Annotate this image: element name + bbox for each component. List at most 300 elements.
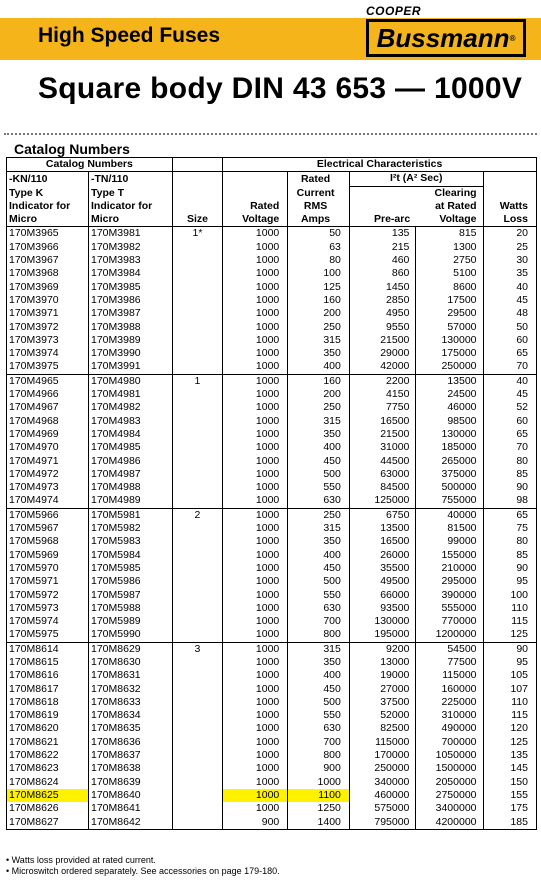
- cell-kn: 170M3971: [7, 307, 89, 320]
- cell-prearc: 4950: [349, 307, 416, 320]
- cell-tn: 170M4980: [89, 374, 173, 388]
- cell-prearc: 250000: [349, 762, 416, 775]
- cell-watts: 25: [483, 241, 536, 254]
- cell-prearc: 16500: [349, 535, 416, 548]
- cell-watts: 85: [483, 549, 536, 562]
- cell-current: 550: [288, 481, 350, 494]
- cell-current: 500: [288, 575, 350, 588]
- cell-kn: 170M4965: [7, 374, 89, 388]
- cell-kn: 170M3974: [7, 347, 89, 360]
- cell-tn: 170M8634: [89, 709, 173, 722]
- cell-current: 450: [288, 562, 350, 575]
- cell-current: 500: [288, 468, 350, 481]
- cell-current: 100: [288, 267, 350, 280]
- cell-clearing: 160000: [416, 683, 483, 696]
- cell-current: 250: [288, 401, 350, 414]
- table-row: [7, 522, 537, 535]
- cell-tn: 170M3991: [89, 360, 173, 374]
- cell-tn: 170M5985: [89, 562, 173, 575]
- col-current-line: Rated: [300, 173, 331, 186]
- cell-clearing: 40000: [416, 508, 483, 522]
- col-current-line: RMS: [303, 199, 328, 212]
- cell-kn: 170M8627: [7, 816, 89, 830]
- cell-tn: 170M4985: [89, 441, 173, 454]
- cell-prearc: 860: [349, 267, 416, 280]
- cell-voltage: 1000: [223, 789, 288, 802]
- cell-clearing: 1500000: [416, 762, 483, 775]
- cell-current: 400: [288, 549, 350, 562]
- cell-watts: 175: [483, 802, 536, 815]
- cell-kn: 170M8621: [7, 736, 89, 749]
- col-header-current: [288, 172, 350, 227]
- cell-size: [172, 549, 222, 562]
- col-header-voltage: [223, 172, 288, 227]
- cell-voltage: 1000: [223, 696, 288, 709]
- cell-watts: 70: [483, 360, 536, 374]
- cell-watts: 70: [483, 441, 536, 454]
- cell-size: [172, 347, 222, 360]
- table-row: [7, 575, 537, 588]
- page-title: Square body DIN 43 653 — 1000V: [38, 72, 523, 105]
- cell-prearc: 35500: [349, 562, 416, 575]
- cell-prearc: 13000: [349, 656, 416, 669]
- cell-size: [172, 401, 222, 414]
- cell-clearing: 500000: [416, 481, 483, 494]
- cell-current: 630: [288, 494, 350, 508]
- table-row: [7, 455, 537, 468]
- cell-kn: 170M4973: [7, 481, 89, 494]
- col-voltage-line: Voltage: [242, 213, 280, 226]
- table-row: [7, 428, 537, 441]
- cell-size: [172, 749, 222, 762]
- cell-clearing: 375000: [416, 468, 483, 481]
- cell-voltage: 1000: [223, 441, 288, 454]
- table-row: [7, 441, 537, 454]
- cell-tn: 170M8642: [89, 816, 173, 830]
- cell-clearing: 815: [416, 227, 483, 241]
- cell-size: [172, 816, 222, 830]
- logo-cooper-text: COOPER: [366, 4, 422, 18]
- cell-tn: 170M8641: [89, 802, 173, 815]
- cell-prearc: 42000: [349, 360, 416, 374]
- cell-kn: 170M4966: [7, 388, 89, 401]
- cell-current: 315: [288, 415, 350, 428]
- table-row: [7, 281, 537, 294]
- cell-current: 50: [288, 227, 350, 241]
- cell-prearc: 340000: [349, 776, 416, 789]
- cell-watts: 125: [483, 736, 536, 749]
- cell-kn: 170M8622: [7, 749, 89, 762]
- cell-prearc: 6750: [349, 508, 416, 522]
- table-row: [7, 241, 537, 254]
- table-row: [7, 709, 537, 722]
- cell-size: [172, 468, 222, 481]
- table-row: [7, 334, 537, 347]
- table-row: [7, 749, 537, 762]
- cell-clearing: 17500: [416, 294, 483, 307]
- cell-prearc: 4150: [349, 388, 416, 401]
- cell-prearc: 52000: [349, 709, 416, 722]
- cell-voltage: 1000: [223, 254, 288, 267]
- cell-prearc: 9550: [349, 321, 416, 334]
- cell-watts: 35: [483, 267, 536, 280]
- cell-watts: 80: [483, 455, 536, 468]
- cell-size: [172, 241, 222, 254]
- cell-prearc: 13500: [349, 522, 416, 535]
- table-row: [7, 307, 537, 320]
- cell-clearing: 2750: [416, 254, 483, 267]
- cell-prearc: 16500: [349, 415, 416, 428]
- cell-voltage: 1000: [223, 642, 288, 656]
- cell-kn: 170M4967: [7, 401, 89, 414]
- cell-size: [172, 254, 222, 267]
- cell-tn: 170M3990: [89, 347, 173, 360]
- col-current-line: Current: [296, 186, 335, 199]
- footnotes: [6, 855, 280, 877]
- cell-kn: 170M4971: [7, 455, 89, 468]
- cell-tn: 170M3986: [89, 294, 173, 307]
- cell-current: 315: [288, 522, 350, 535]
- cell-size: [172, 669, 222, 682]
- cell-watts: 95: [483, 575, 536, 588]
- col-header-prearc: Pre-arc: [374, 213, 411, 226]
- table-row: [7, 347, 537, 360]
- cell-voltage: 1000: [223, 562, 288, 575]
- cell-prearc: 7750: [349, 401, 416, 414]
- cell-tn: 170M5988: [89, 602, 173, 615]
- footnote-microswitch: • Microswitch ordered separately. See accessories on page 179-180.: [6, 866, 280, 876]
- cell-voltage: 1000: [223, 736, 288, 749]
- cell-current: 400: [288, 441, 350, 454]
- col-header-kn: [7, 172, 89, 227]
- cell-tn: 170M8629: [89, 642, 173, 656]
- cell-watts: 185: [483, 816, 536, 830]
- cell-size: [172, 321, 222, 334]
- col-tn-line: -TN/110: [91, 173, 129, 186]
- cell-voltage: 1000: [223, 388, 288, 401]
- cell-kn: 170M5974: [7, 615, 89, 628]
- table-row: [7, 696, 537, 709]
- table-row: [7, 227, 537, 241]
- cell-prearc: 130000: [349, 615, 416, 628]
- cell-size: [172, 589, 222, 602]
- cell-size: [172, 562, 222, 575]
- cell-prearc: 2850: [349, 294, 416, 307]
- col-kn-line: Type K: [9, 186, 44, 199]
- cell-voltage: 1000: [223, 455, 288, 468]
- table-row: [7, 762, 537, 775]
- cell-voltage: 1000: [223, 602, 288, 615]
- cell-size: [172, 789, 222, 802]
- cell-tn: 170M4987: [89, 468, 173, 481]
- cell-kn: 170M3968: [7, 267, 89, 280]
- cell-clearing: 5100: [416, 267, 483, 280]
- cell-voltage: 1000: [223, 281, 288, 294]
- cell-current: 63: [288, 241, 350, 254]
- cell-kn: 170M8616: [7, 669, 89, 682]
- col-header-i2t: [349, 172, 483, 227]
- cell-tn: 170M5983: [89, 535, 173, 548]
- cell-voltage: 1000: [223, 241, 288, 254]
- cell-kn: 170M3973: [7, 334, 89, 347]
- table-row: [7, 656, 537, 669]
- table-row: [7, 789, 537, 802]
- cell-current: 700: [288, 615, 350, 628]
- col-tn-line: Type T: [91, 186, 125, 199]
- cell-tn: 170M3985: [89, 281, 173, 294]
- col-clearing-line: at Rated: [435, 199, 477, 212]
- cell-voltage: 1000: [223, 749, 288, 762]
- table-row: [7, 374, 537, 388]
- cell-prearc: 37500: [349, 696, 416, 709]
- cell-size: [172, 441, 222, 454]
- cell-kn: 170M8624: [7, 776, 89, 789]
- cell-voltage: 1000: [223, 468, 288, 481]
- cell-prearc: 21500: [349, 428, 416, 441]
- cell-clearing: 555000: [416, 602, 483, 615]
- cell-voltage: 1000: [223, 347, 288, 360]
- cell-tn: 170M3984: [89, 267, 173, 280]
- cell-prearc: 575000: [349, 802, 416, 815]
- cell-clearing: 130000: [416, 334, 483, 347]
- cell-prearc: 29000: [349, 347, 416, 360]
- cell-clearing: 700000: [416, 736, 483, 749]
- table-row: [7, 468, 537, 481]
- col-kn-line: -KN/110: [9, 173, 48, 186]
- cell-watts: 95: [483, 656, 536, 669]
- cell-clearing: 24500: [416, 388, 483, 401]
- cell-kn: 170M3967: [7, 254, 89, 267]
- cell-size: [172, 776, 222, 789]
- cell-prearc: 9200: [349, 642, 416, 656]
- table-row: [7, 816, 537, 830]
- cell-prearc: 84500: [349, 481, 416, 494]
- cell-voltage: 1000: [223, 589, 288, 602]
- catalog-title: Catalog Numbers: [14, 141, 130, 157]
- cell-current: 400: [288, 360, 350, 374]
- cell-tn: 170M8637: [89, 749, 173, 762]
- cell-watts: 110: [483, 696, 536, 709]
- cell-clearing: 130000: [416, 428, 483, 441]
- table-row: [7, 254, 537, 267]
- cell-clearing: 46000: [416, 401, 483, 414]
- cell-voltage: 1000: [223, 802, 288, 815]
- cell-voltage: 1000: [223, 415, 288, 428]
- cell-watts: 65: [483, 428, 536, 441]
- cell-voltage: 1000: [223, 656, 288, 669]
- cell-clearing: 13500: [416, 374, 483, 388]
- cell-prearc: 26000: [349, 549, 416, 562]
- table-row: [7, 602, 537, 615]
- cell-clearing: 77500: [416, 656, 483, 669]
- cell-size: [172, 415, 222, 428]
- cell-size: [172, 683, 222, 696]
- cell-voltage: 1000: [223, 334, 288, 347]
- cell-current: 500: [288, 696, 350, 709]
- cell-current: 450: [288, 683, 350, 696]
- cell-tn: 170M8636: [89, 736, 173, 749]
- cell-kn: 170M4970: [7, 441, 89, 454]
- cell-size: [172, 615, 222, 628]
- cell-prearc: 31000: [349, 441, 416, 454]
- cell-kn: 170M4968: [7, 415, 89, 428]
- cell-watts: 150: [483, 776, 536, 789]
- i2t-header: I²t (A² Sec): [350, 172, 483, 186]
- fuse-table: [6, 157, 537, 830]
- cell-clearing: 310000: [416, 709, 483, 722]
- cell-kn: 170M3970: [7, 294, 89, 307]
- cell-watts: 100: [483, 589, 536, 602]
- table-row: [7, 535, 537, 548]
- cell-clearing: 2750000: [416, 789, 483, 802]
- table-row: [7, 736, 537, 749]
- cell-tn: 170M8638: [89, 762, 173, 775]
- cell-voltage: 1000: [223, 628, 288, 642]
- cell-tn: 170M8633: [89, 696, 173, 709]
- cell-size: [172, 575, 222, 588]
- cell-current: 160: [288, 374, 350, 388]
- cell-current: 450: [288, 455, 350, 468]
- cell-voltage: 1000: [223, 481, 288, 494]
- cell-tn: 170M4986: [89, 455, 173, 468]
- cell-prearc: 460: [349, 254, 416, 267]
- table-row: [7, 642, 537, 656]
- cell-voltage: 1000: [223, 360, 288, 374]
- dotted-divider: [4, 133, 537, 135]
- cell-watts: 90: [483, 642, 536, 656]
- col-kn-line: Micro: [9, 213, 38, 226]
- cell-current: 800: [288, 628, 350, 642]
- cell-current: 630: [288, 722, 350, 735]
- cell-tn: 170M5990: [89, 628, 173, 642]
- cell-size: [172, 736, 222, 749]
- cell-voltage: 1000: [223, 535, 288, 548]
- cell-tn: 170M4982: [89, 401, 173, 414]
- cell-prearc: 82500: [349, 722, 416, 735]
- cell-tn: 170M5981: [89, 508, 173, 522]
- cell-clearing: 4200000: [416, 816, 483, 830]
- cell-size: [172, 360, 222, 374]
- cell-clearing: 99000: [416, 535, 483, 548]
- cell-watts: 90: [483, 562, 536, 575]
- cell-kn: 170M3966: [7, 241, 89, 254]
- cell-voltage: 1000: [223, 722, 288, 735]
- cell-watts: 40: [483, 281, 536, 294]
- cell-prearc: 460000: [349, 789, 416, 802]
- cell-current: 550: [288, 709, 350, 722]
- cell-tn: 170M4983: [89, 415, 173, 428]
- cell-voltage: 1000: [223, 428, 288, 441]
- cell-kn: 170M3969: [7, 281, 89, 294]
- cell-tn: 170M4981: [89, 388, 173, 401]
- cell-voltage: 1000: [223, 615, 288, 628]
- cell-clearing: 390000: [416, 589, 483, 602]
- table-row: [7, 722, 537, 735]
- table-row: [7, 294, 537, 307]
- cell-clearing: 250000: [416, 360, 483, 374]
- cell-current: 1400: [288, 816, 350, 830]
- cell-current: 1100: [288, 789, 350, 802]
- col-tn-line: Micro: [91, 213, 120, 226]
- cell-tn: 170M8640: [89, 789, 173, 802]
- cell-voltage: 1000: [223, 401, 288, 414]
- cell-size: [172, 709, 222, 722]
- cell-current: 315: [288, 334, 350, 347]
- cell-voltage: 1000: [223, 494, 288, 508]
- cell-kn: 170M5969: [7, 549, 89, 562]
- col-voltage-line: Rated: [250, 199, 280, 212]
- cell-tn: 170M3987: [89, 307, 173, 320]
- cell-clearing: 2050000: [416, 776, 483, 789]
- cell-watts: 75: [483, 522, 536, 535]
- cell-kn: 170M5968: [7, 535, 89, 548]
- cell-voltage: 1000: [223, 575, 288, 588]
- cell-clearing: 185000: [416, 441, 483, 454]
- cell-tn: 170M3988: [89, 321, 173, 334]
- cell-size: [172, 281, 222, 294]
- cell-watts: 30: [483, 254, 536, 267]
- cell-voltage: 1000: [223, 294, 288, 307]
- cell-tn: 170M8635: [89, 722, 173, 735]
- cell-watts: 65: [483, 508, 536, 522]
- cell-size: [172, 388, 222, 401]
- col-header-clearing: [416, 187, 482, 227]
- table-row: [7, 401, 537, 414]
- cell-clearing: 1050000: [416, 749, 483, 762]
- cell-kn: 170M8617: [7, 683, 89, 696]
- group-header-spacer: [172, 158, 222, 172]
- cell-prearc: 27000: [349, 683, 416, 696]
- cell-kn: 170M8620: [7, 722, 89, 735]
- group-header-catalog: Catalog Numbers: [7, 158, 173, 172]
- cell-current: 700: [288, 736, 350, 749]
- cell-clearing: 115000: [416, 669, 483, 682]
- cell-clearing: 155000: [416, 549, 483, 562]
- table-body: [7, 227, 537, 829]
- table-row: [7, 589, 537, 602]
- cell-watts: 98: [483, 494, 536, 508]
- cell-size: [172, 494, 222, 508]
- cell-watts: 20: [483, 227, 536, 241]
- cell-watts: 90: [483, 481, 536, 494]
- cell-kn: 170M3975: [7, 360, 89, 374]
- footnote-watts: • Watts loss provided at rated current.: [6, 855, 156, 865]
- cell-voltage: 1000: [223, 709, 288, 722]
- cell-size: [172, 307, 222, 320]
- cell-clearing: 770000: [416, 615, 483, 628]
- cell-voltage: 1000: [223, 669, 288, 682]
- col-kn-line: Indicator for: [9, 199, 71, 212]
- col-clearing-line: Voltage: [439, 213, 477, 226]
- cell-kn: 170M5967: [7, 522, 89, 535]
- cell-prearc: 135: [349, 227, 416, 241]
- table-row: [7, 415, 537, 428]
- cell-prearc: 49500: [349, 575, 416, 588]
- cell-clearing: 1300: [416, 241, 483, 254]
- cell-size: [172, 696, 222, 709]
- cell-kn: 170M4974: [7, 494, 89, 508]
- cell-voltage: 1000: [223, 267, 288, 280]
- cell-current: 250: [288, 508, 350, 522]
- cell-tn: 170M5986: [89, 575, 173, 588]
- cell-prearc: 44500: [349, 455, 416, 468]
- cell-kn: 170M5971: [7, 575, 89, 588]
- banner-title: High Speed Fuses: [38, 24, 221, 47]
- cell-watts: 115: [483, 709, 536, 722]
- cell-tn: 170M5984: [89, 549, 173, 562]
- cell-kn: 170M3972: [7, 321, 89, 334]
- cell-size: 1*: [172, 227, 222, 241]
